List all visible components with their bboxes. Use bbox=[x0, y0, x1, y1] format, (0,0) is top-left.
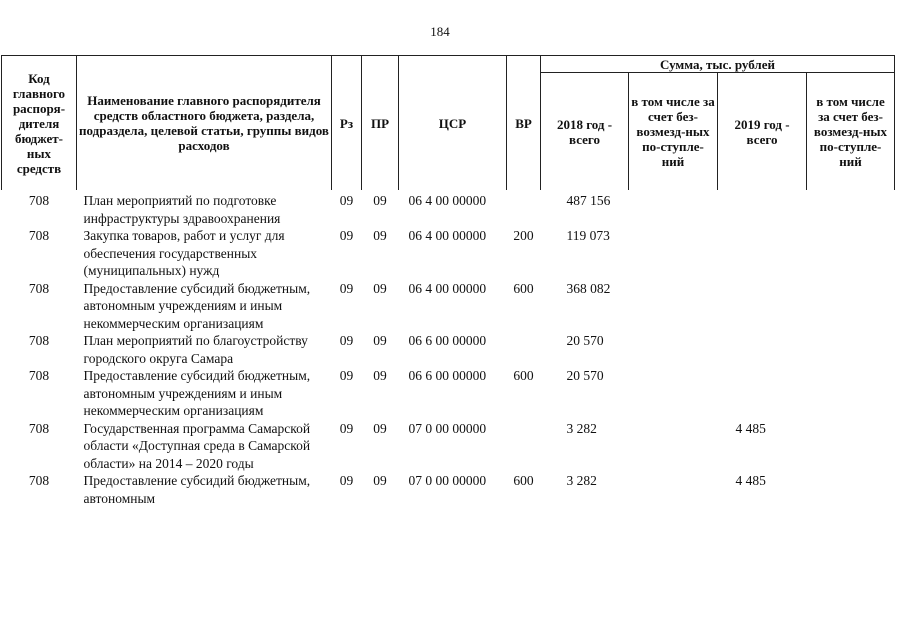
header-2019-free: в том числе за счет без-возмезд-ных по-ступле-ний bbox=[807, 73, 895, 191]
header-2018-total: 2018 год - всего bbox=[541, 73, 629, 191]
cell-csr: 07 0 00 00000 bbox=[408, 420, 487, 436]
cell-code: 708 bbox=[28, 368, 50, 383]
cell-rz: 09 bbox=[339, 420, 354, 436]
cell-rz: 09 bbox=[339, 280, 354, 296]
cell-2019-free bbox=[807, 280, 895, 333]
cell-2019-free bbox=[807, 332, 895, 367]
cell-2018-free bbox=[629, 190, 718, 227]
cell-vr bbox=[507, 332, 541, 367]
header-sum: Сумма, тыс. рублей bbox=[541, 56, 895, 73]
cell-code: 708 bbox=[28, 333, 50, 348]
table-row bbox=[2, 472, 895, 507]
cell-2018-free bbox=[629, 227, 718, 280]
cell-vr bbox=[507, 190, 541, 227]
table-row bbox=[2, 280, 895, 333]
cell-name: План мероприятий по подготовке инфраструктуры здравоохранения bbox=[83, 193, 281, 226]
cell-csr: 06 6 00 00000 bbox=[408, 368, 487, 383]
cell-pr: 09 bbox=[373, 368, 387, 383]
table-row bbox=[2, 420, 895, 473]
cell-2018-total: 20 570 bbox=[566, 368, 604, 383]
header-code: Код главного распоря-дителя бюджет-ных средств bbox=[2, 56, 77, 191]
cell-vr: 600 bbox=[513, 368, 534, 383]
header-vr: ВР bbox=[507, 56, 541, 191]
cell-vr: 200 bbox=[513, 228, 534, 243]
cell-name: Государственная программа Самарской области «Доступная среда в Самарской области» на 2014 – 2020 годы bbox=[83, 420, 311, 471]
table-header bbox=[2, 56, 895, 191]
cell-2018-free bbox=[629, 280, 718, 333]
cell-2019-free bbox=[807, 227, 895, 280]
cell-pr: 09 bbox=[373, 473, 387, 488]
cell-2019-free bbox=[807, 472, 895, 507]
cell-vr: 600 bbox=[513, 473, 534, 488]
header-rz: Рз bbox=[332, 56, 362, 191]
cell-name: Предоставление субсидий бюджетным, автономным bbox=[83, 473, 311, 506]
table-row bbox=[2, 190, 895, 227]
header-name: Наименование главного распорядителя средств областного бюджета, раздела, подраздела, целевой статьи, группы видов расходов bbox=[77, 56, 332, 191]
cell-2019-total bbox=[718, 190, 807, 227]
cell-code: 708 bbox=[28, 193, 50, 208]
cell-2018-free bbox=[629, 420, 718, 473]
cell-2018-free bbox=[629, 472, 718, 507]
cell-vr: 600 bbox=[513, 280, 534, 296]
cell-2018-total: 119 073 bbox=[566, 228, 610, 243]
cell-vr bbox=[507, 420, 541, 473]
cell-name: Предоставление субсидий бюджетным, автономным учреждениям и иным некоммерческим организациям bbox=[83, 368, 311, 418]
cell-2019-total bbox=[718, 332, 807, 367]
page-number: 184 bbox=[430, 24, 450, 39]
cell-rz: 09 bbox=[339, 193, 354, 208]
header-csr: ЦСР bbox=[399, 56, 507, 191]
header-pr: ПР bbox=[362, 56, 399, 191]
cell-pr: 09 bbox=[373, 420, 387, 436]
cell-code: 708 bbox=[28, 228, 50, 243]
cell-2018-total: 3 282 bbox=[566, 420, 597, 436]
cell-code: 708 bbox=[28, 420, 50, 436]
budget-table bbox=[1, 55, 895, 507]
cell-rz: 09 bbox=[339, 368, 354, 383]
cell-2019-total bbox=[718, 227, 807, 280]
cell-name: План мероприятий по благоустройству городского округа Самара bbox=[83, 333, 308, 366]
cell-pr: 09 bbox=[373, 280, 387, 296]
cell-name: Закупка товаров, работ и услуг для обеспечения государственных (муниципальных) нужд bbox=[83, 228, 285, 278]
cell-name: Предоставление субсидий бюджетным, автономным учреждениям и иным некоммерческим организациям bbox=[83, 280, 311, 331]
cell-2019-total bbox=[718, 280, 807, 333]
cell-code: 708 bbox=[28, 280, 50, 296]
cell-2018-free bbox=[629, 367, 718, 420]
cell-2018-total: 487 156 bbox=[566, 193, 611, 208]
table-row bbox=[2, 367, 895, 420]
cell-rz: 09 bbox=[339, 228, 354, 243]
table-row bbox=[2, 332, 895, 367]
table-row bbox=[2, 227, 895, 280]
cell-2019-total: 4 485 bbox=[735, 473, 766, 488]
cell-2019-free bbox=[807, 367, 895, 420]
cell-rz: 09 bbox=[339, 333, 354, 348]
cell-2018-total: 368 082 bbox=[566, 280, 611, 296]
cell-pr: 09 bbox=[373, 333, 387, 348]
cell-code: 708 bbox=[28, 473, 50, 488]
cell-2018-free bbox=[629, 332, 718, 367]
cell-2018-total: 3 282 bbox=[566, 473, 597, 488]
header-2018-free: в том числе за счет без-возмезд-ных по-ступле-ний bbox=[629, 73, 718, 191]
cell-csr: 06 4 00 00000 bbox=[408, 193, 487, 208]
cell-2019-free bbox=[807, 190, 895, 227]
cell-pr: 09 bbox=[373, 193, 387, 208]
cell-csr: 06 4 00 00000 bbox=[408, 280, 487, 296]
cell-2019-free bbox=[807, 420, 895, 473]
cell-2018-total: 20 570 bbox=[566, 333, 604, 348]
cell-csr: 07 0 00 00000 bbox=[408, 473, 487, 488]
header-2019-total: 2019 год - всего bbox=[718, 73, 807, 191]
table-body bbox=[2, 190, 895, 507]
cell-csr: 06 4 00 00000 bbox=[408, 228, 487, 243]
cell-csr: 06 6 00 00000 bbox=[408, 333, 487, 348]
cell-rz: 09 bbox=[339, 473, 354, 488]
cell-2019-total bbox=[718, 367, 807, 420]
cell-pr: 09 bbox=[373, 228, 387, 243]
cell-2019-total: 4 485 bbox=[735, 420, 766, 436]
